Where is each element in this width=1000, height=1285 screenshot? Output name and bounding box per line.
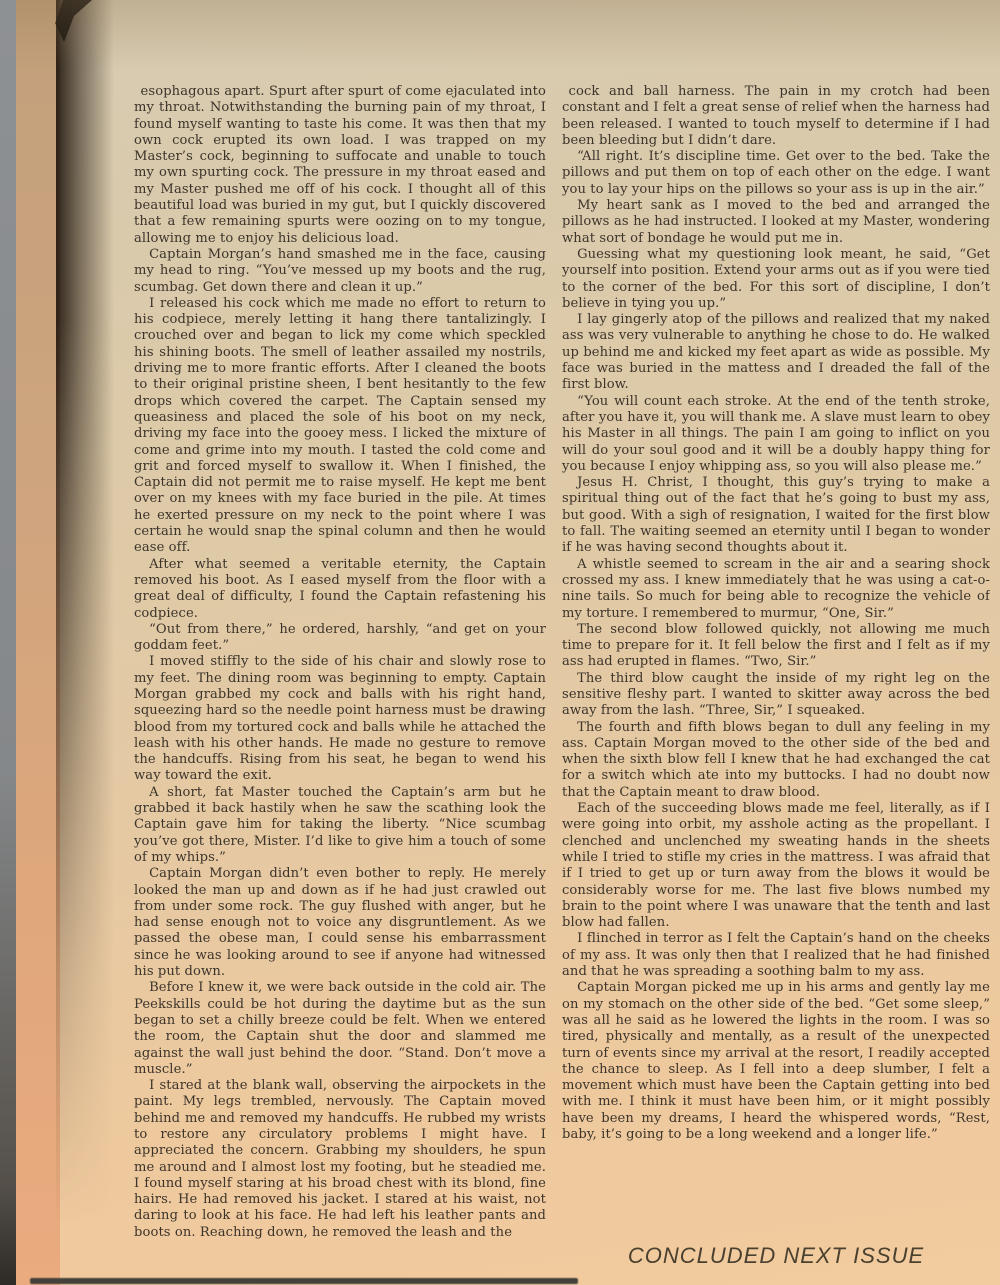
paragraph: Captain Morgan picked me up in his arms and gently lay me on my stomach on the other side of the bed. “Get some sleep,” was all he said as he lowered the lights in the room. I was so tired, physically and mentally, as a result of the unexpected turn of events since my arrival at the resort, I readily accepted the chance to sleep. As I fell into a deep slumber, I felt a movement which must have been the Captain getting into bed with me. I think it must have been him, or it might possibly have been my dreams, I heard the whispered words, “Rest, baby, it’s going to be a long weekend and a longer life.” [562,980,990,1142]
paragraph: The second blow followed quickly, not allowing me much time to prepare for it. It fell below the first and I felt as if my ass had erupted in flames. “Two, Sir.” [562,621,990,670]
paragraph: Each of the succeeding blows made me feel, literally, as if I were going into orbit, my asshole acting as the propellant. I clenched and unclenched my sweating hands in the sheets while I tried to stifle my cries in the mattress. I was afraid that if I tried to get up or turn away from the blows it would be considerably worse for me. The last five blows numbed my brain to the point where I was unaware that the tenth and last blow had fallen. [562,801,990,931]
paragraph: Jesus H. Christ, I thought, this guy’s trying to make a spiritual thing out of the fact that he’s going to bust my ass, but good. With a sigh of resignation, I waited for the first blow to fall. The waiting seemed an eternity until I began to wonder if he was having second thoughts about it. [562,475,990,556]
paragraph: “Out from there,” he ordered, harshly, “and get on your goddam feet.” [134,621,546,654]
paragraph: esophagous apart. Spurt after spurt of come ejaculated into my throat. Notwithstanding the burning pain of my throat, I found myself wanting to taste his come. It was then that my own cock erupted its own load. I was trapped on my Master’s cock, beginning to suffocate and unable to touch my own spurting cock. The pressure in my throat eased and my Master pushed me off of his cock. I thought all of this beautiful load was buried in my gut, but I quickly discovered that a few remaining spurts were oozing on to my tongue, allowing me to enjoy his delicious load. [134,84,546,246]
paragraph: My heart sank as I moved to the bed and arranged the pillows as he had instructed. I looked at my Master, wondering what sort of bondage he would put me in. [562,198,990,246]
paragraph: “You will count each stroke. At the end of the tenth stroke, after you have it, you will thank me. A slave must learn to obey his Master in all things. The pain I am going to inflict on you will do your soul good and it will be a doubly happy thing for you because I enjoy whipping ass, so you will also please me.” [562,393,990,474]
paragraph: A short, fat Master touched the Captain’s arm but he grabbed it back hastily when he saw the scathing look the Captain gave him for taking the liberty. “Nice scumbag you’ve got there, Mister. I’d like to give him a touch of some of my whips.” [134,784,546,865]
page-top-shading [16,0,1000,70]
paragraph: “All right. It’s discipline time. Get over to the bed. Take the pillows and put them on top of each other on the edge. I want you to lay your hips on the pillows so your ass is up in the air.” [562,149,990,197]
right-text-column [562,84,990,1241]
left-text-column [134,84,546,1241]
paragraph: cock and ball harness. The pain in my crotch had been constant and I felt a great sense of relief when the harness had been released. I wanted to touch myself to determine if I had been bleeding but I didn’t dare. [562,84,990,148]
page-edge-strip [16,0,60,1285]
paragraph: Captain Morgan’s hand smashed me in the face, causing my head to ring. “You’ve messed up my boots and the rug, scumbag. Get down there and clean it up.” [134,246,546,295]
paragraph: Captain Morgan didn’t even bother to reply. He merely looked the man up and down as if he had just crawled out from under some rock. The guy flushed with anger, but he had sense enough not to voice any disgruntlement. As we passed the obese man, I could sense his embarrassment since he was looking around to see if anyone had witnessed his put down. [134,866,546,980]
concluded-next-issue-label: CONCLUDED NEXT ISSUE [627,1243,925,1268]
paragraph: I moved stiffly to the side of his chair and slowly rose to my feet. The dining room was beginning to empty. Captain Morgan grabbed my cock and balls with his right hand, squeezing hard so the needle point harness must be drawing blood from my tortured cock and balls while he attached the leash with his other hands. He made no gesture to remove the handcuffs. Rising from his seat, he began to wend his way toward the exit. [134,654,546,784]
paragraph: I released his cock which me made no effort to return to his codpiece, merely letting it hang there tantalizingly. I crouched over and began to lick my come which speckled his shining boots. The smell of leather assailed my nostrils, driving me to more frantic efforts. After I cleaned the boots to their original pristine sheen, I bent hesitantly to the few drops which covered the carpet. The Captain sensed my queasiness and placed the sole of his boot on my neck, driving my face into the gooey mess. I licked the mixture of come and grime into my mouth. I tasted the cold come and grit and forced myself to swallow it. When I finished, the Captain did not permit me to raise myself. He kept me bent over on my knees with my face buried in the pile. At times he exerted pressure on my neck to the point where I was certain he would snap the spinal column and then he would ease off. [134,295,546,556]
paragraph: Guessing what my questioning look meant, he said, “Get yourself into position. Extend your arms out as if you were tied to the corner of the bed. For this sort of discipline, I don’t believe in tying you up.” [562,246,990,311]
paragraph: After what seemed a veritable eternity, the Captain removed his boot. As I eased myself from the floor with a great deal of difficulty, I found the Captain refastening his codpiece. [134,556,546,621]
two-column-text-block [134,84,990,1241]
paragraph: The fourth and fifth blows began to dull any feeling in my ass. Captain Morgan moved to the other side of the bed and when the sixth blow fell I knew that he had exchanged the cat for a switch which ate into my buttocks. I had no doubt now that the Captain meant to draw blood. [562,719,990,800]
paragraph: I lay gingerly atop of the pillows and realized that my naked ass was very vulnerable to anything he chose to do. He walked up behind me and kicked my feet apart as wide as possible. My face was buried in the mattess and I dreaded the fall of the first blow. [562,312,990,393]
paragraph: I stared at the blank wall, observing the airpockets in the paint. My legs trembled, nervously. The Captain moved behind me and removed my handcuffs. He rubbed my wrists to restore any circulatory problems I might have. I appreciated the concern. Grabbing my shoulders, he spun me around and I almost lost my footing, but he steadied me. I found myself staring at his broad chest with its blond, fine hairs. He had removed his jacket. I stared at his waist, not daring to look at his face. He had left his leather pants and boots on. Reaching down, he removed the leash and the [134,1078,546,1240]
page-bottom-edge-line [30,1278,578,1284]
binding-shadow [56,0,114,1285]
scan-background-gutter [0,0,16,1285]
paragraph: I flinched in terror as I felt the Captain’s hand on the cheeks of my ass. It was only then that I realized that he had finished and that he was spreading a soothing balm to my ass. [562,931,990,980]
paragraph: The third blow caught the inside of my right leg on the sensitive fleshy part. I wanted to skitter away across the bed away from the lash. “Three, Sir,” I squeaked. [562,670,990,719]
magazine-page [16,0,1000,1285]
paragraph: Before I knew it, we were back outside in the cold air. The Peekskills could be hot during the daytime but as the sun began to set a chilly breeze could be felt. When we entered the room, the Captain shut the door and slammed me against the wall just behind the door. “Stand. Don’t move a muscle.” [134,980,546,1077]
paragraph: A whistle seemed to scream in the air and a searing shock crossed my ass. I knew immediately that he was using a cat-o-nine tails. So much for being able to recognize the vehicle of my torture. I remembered to murmur, “One, Sir.” [562,556,990,621]
